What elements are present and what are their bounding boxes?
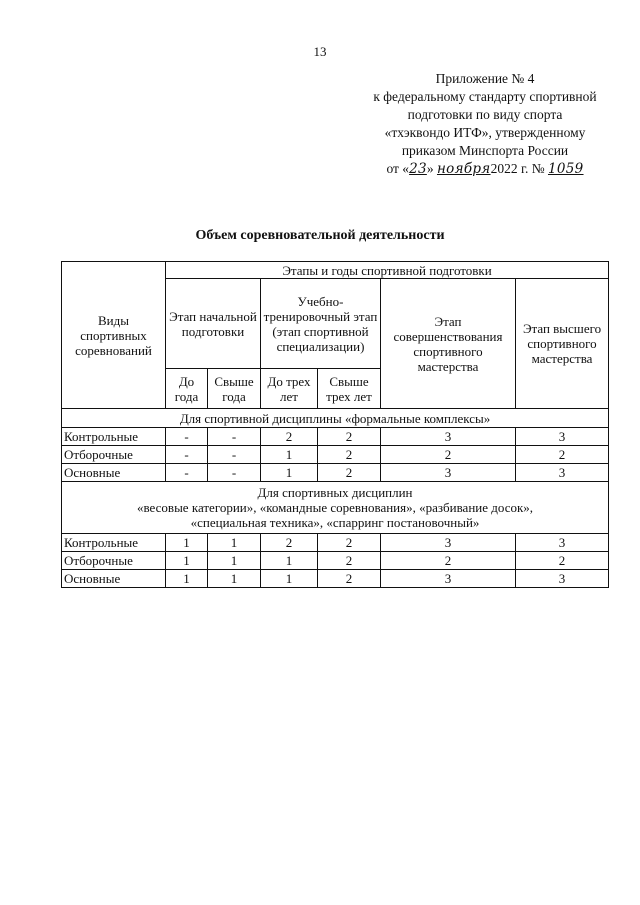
- cell-value: 3: [516, 534, 609, 552]
- header-stages: Этапы и годы спортивной подготовки: [166, 262, 609, 279]
- appendix-date-line: [340, 160, 630, 178]
- cell-value: 2: [381, 446, 516, 464]
- competition-volume-table: [61, 261, 609, 588]
- header-sub-upto-year: До года: [166, 369, 208, 409]
- cell-value: -: [208, 446, 261, 464]
- cell-value: 1: [208, 534, 261, 552]
- cell-value: -: [208, 464, 261, 482]
- section-other-disciplines: [62, 482, 609, 534]
- header-sub-over-year: Свыше года: [208, 369, 261, 409]
- cell-value: 1: [261, 446, 318, 464]
- cell-value: 2: [318, 446, 381, 464]
- section2-line-1: Для спортивных дисциплин: [257, 485, 413, 500]
- section-formal-complexes: Для спортивной дисциплины «формальные комплексы»: [62, 409, 609, 428]
- table-row: [62, 464, 609, 482]
- header-stage-improvement: Этап совершенствования спортивного мастерства: [381, 279, 516, 409]
- row-label: Контрольные: [62, 534, 166, 552]
- cell-value: 1: [166, 534, 208, 552]
- cell-value: 3: [381, 428, 516, 446]
- section2-line-2: «весовые категории», «командные соревнования», «разбивание досок»,: [137, 500, 534, 515]
- table-row: [62, 534, 609, 552]
- cell-value: 3: [381, 464, 516, 482]
- date-prefix: от «: [386, 161, 410, 176]
- cell-value: -: [208, 428, 261, 446]
- appendix-line-1: Приложение № 4: [435, 71, 535, 86]
- appendix-line-4: «тхэквондо ИТФ», утвержденному: [384, 125, 586, 140]
- cell-value: 1: [166, 570, 208, 588]
- row-label: Контрольные: [62, 428, 166, 446]
- cell-value: 2: [318, 534, 381, 552]
- appendix-line-5: приказом Минспорта России: [401, 143, 569, 158]
- cell-value: 2: [261, 428, 318, 446]
- cell-value: 2: [381, 552, 516, 570]
- cell-value: 2: [516, 446, 609, 464]
- cell-value: 2: [318, 428, 381, 446]
- table-row: [62, 428, 609, 446]
- header-stage-training: Учебно-тренировочный этап (этап спортивной специализации): [261, 279, 381, 369]
- cell-value: 1: [261, 552, 318, 570]
- header-competition-types: Виды спортивных соревнований: [62, 262, 166, 409]
- cell-value: 1: [166, 552, 208, 570]
- appendix-line-3: подготовки по виду спорта: [407, 107, 563, 122]
- cell-value: 3: [516, 428, 609, 446]
- section2-line-3: «специальная техника», «спарринг постановочный»: [190, 515, 480, 530]
- table-row: [62, 552, 609, 570]
- cell-value: -: [166, 428, 208, 446]
- cell-value: 2: [516, 552, 609, 570]
- handwritten-number: 1059: [547, 161, 584, 177]
- date-mid: »: [426, 161, 434, 176]
- cell-value: 3: [381, 570, 516, 588]
- cell-value: 3: [516, 464, 609, 482]
- cell-value: 2: [318, 570, 381, 588]
- header-sub-upto-three: До трех лет: [261, 369, 318, 409]
- row-label: Основные: [62, 464, 166, 482]
- header-stage-initial: Этап начальной подготовки: [166, 279, 261, 369]
- page-number: 13: [313, 44, 327, 59]
- header-sub-over-three: Свыше трех лет: [318, 369, 381, 409]
- table-row: [62, 446, 609, 464]
- appendix-line-2: к федеральному стандарту спортивной: [373, 89, 597, 104]
- table-row: [62, 570, 609, 588]
- cell-value: 2: [318, 552, 381, 570]
- cell-value: 1: [261, 464, 318, 482]
- row-label: Отборочные: [62, 446, 166, 464]
- document-title: Объем соревновательной деятельности: [195, 228, 445, 243]
- cell-value: 2: [318, 464, 381, 482]
- cell-value: 3: [381, 534, 516, 552]
- cell-value: 1: [208, 552, 261, 570]
- cell-value: 3: [516, 570, 609, 588]
- cell-value: 1: [261, 570, 318, 588]
- cell-value: -: [166, 464, 208, 482]
- row-label: Основные: [62, 570, 166, 588]
- header-stage-higher: Этап высшего спортивного мастерства: [516, 279, 609, 409]
- handwritten-day: 23: [409, 161, 427, 177]
- date-year: 2022 г. №: [490, 161, 545, 176]
- cell-value: 1: [208, 570, 261, 588]
- cell-value: 2: [261, 534, 318, 552]
- cell-value: -: [166, 446, 208, 464]
- handwritten-month: ноября: [436, 161, 491, 177]
- appendix-header: [340, 70, 630, 178]
- row-label: Отборочные: [62, 552, 166, 570]
